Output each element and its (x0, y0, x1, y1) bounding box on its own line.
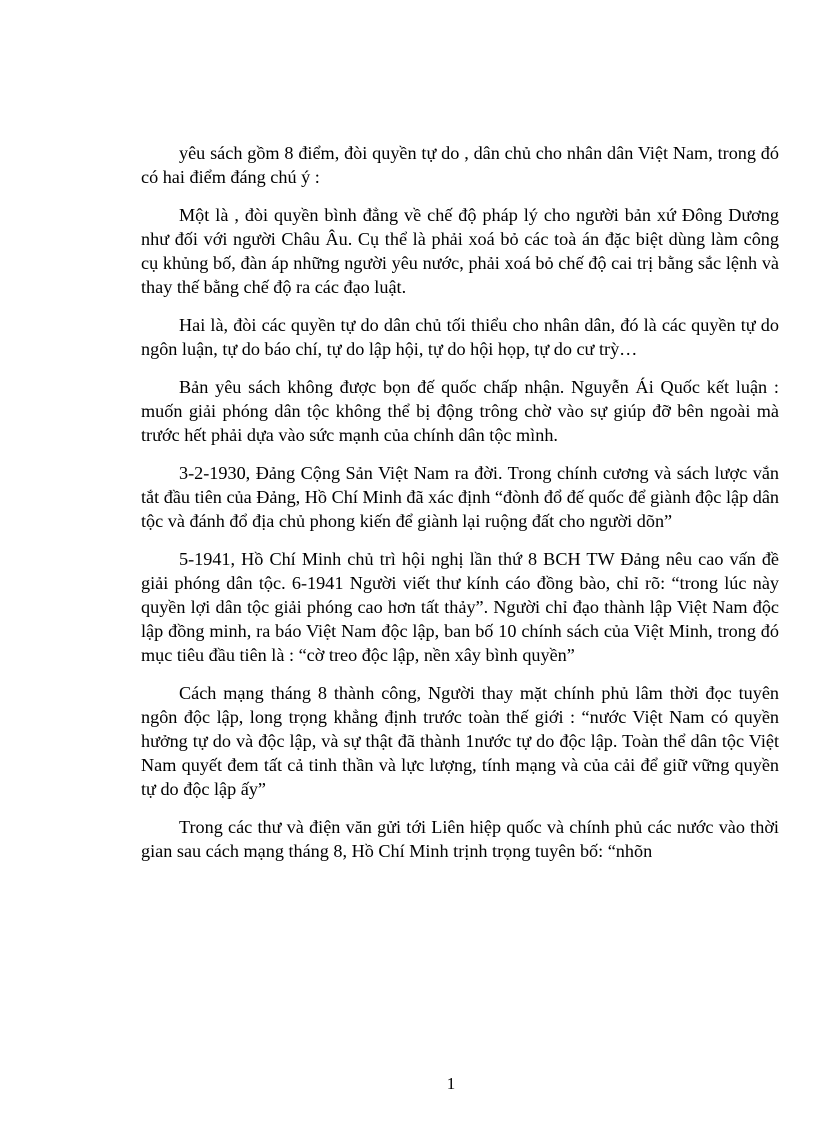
paragraph-8: Trong các thư và điện văn gửi tới Liên hiệp quốc và chính phủ các nước vào thời gian sau cách mạng tháng 8, Hồ Chí Minh trịnh trọng tuyên bố: “nhõn (141, 817, 779, 861)
paragraph-6: 5-1941, Hồ Chí Minh chủ trì hội nghị lần thứ 8 BCH TW Đảng nêu cao vấn đề giải phóng dân tộc. 6-1941 Người viết thư kính cáo đồng bào, chỉ rõ: “trong lúc này quyền lợi dân tộc giải phóng cao hơn tất thảy”. Người chỉ đạo thành lập Việt Nam độc lập đồng minh, ra báo Việt Nam độc lập, ban bố 10 chính sách của Việt Minh, trong đó mục tiêu đầu tiên là : “cờ treo độc lập, nền xây bình quyền” (141, 549, 779, 665)
page-number: 1 (446, 1074, 456, 1093)
paragraph-3: Hai là, đòi các quyền tự do dân chủ tối thiểu cho nhân dân, đó là các quyền tự do ngôn luận, tự do báo chí, tự do lập hội, tự do hội họp, tự do cư trỳ… (141, 315, 779, 359)
paragraph-5: 3-2-1930, Đảng Cộng Sản Việt Nam ra đời. Trong chính cương và sách lược vắn tắt đầu tiên của Đảng, Hồ Chí Minh đã xác định “đònh đổ đế quốc để giành độc lập dân tộc và đánh đổ địa chủ phong kiến để giành lại ruộng đất cho người dõn” (141, 463, 779, 531)
paragraph-2: Một là , đòi quyền bình đẳng về chế độ pháp lý cho người bản xứ Đông Dương như đối với người Châu Âu. Cụ thể là phải xoá bỏ các toà án đặc biệt dùng làm công cụ khủng bố, đàn áp những người yêu nước, phải xoá bỏ chế độ cai trị bằng sắc lệnh và thay thế bằng chế độ ra các đạo luật. (141, 205, 779, 297)
paragraph-7: Cách mạng tháng 8 thành công, Người thay mặt chính phủ lâm thời đọc tuyên ngôn độc lập, long trọng khẳng định trước toàn thế giới : “nước Việt Nam có quyền hưởng tự do và độc lập, và sự thật đã thành 1nước tự do độc lập. Toàn thể dân tộc Việt Nam quyết đem tất cả tinh thần và lực lượng, tính mạng và của cải để giữ vững quyền tự do độc lập ấy” (141, 683, 779, 799)
paragraph-4: Bản yêu sách không được bọn đế quốc chấp nhận. Nguyễn Ái Quốc kết luận : muốn giải phóng dân tộc không thể bị động trông chờ vào sự giúp đỡ bên ngoài mà trước hết phải dựa vào sức mạnh của chính dân tộc mình. (141, 377, 779, 445)
paragraph-1: yêu sách gồm 8 điểm, đòi quyền tự do , dân chủ cho nhân dân Việt Nam, trong đó có hai điểm đáng chú ý : (141, 143, 779, 187)
body-text (141, 141, 779, 877)
